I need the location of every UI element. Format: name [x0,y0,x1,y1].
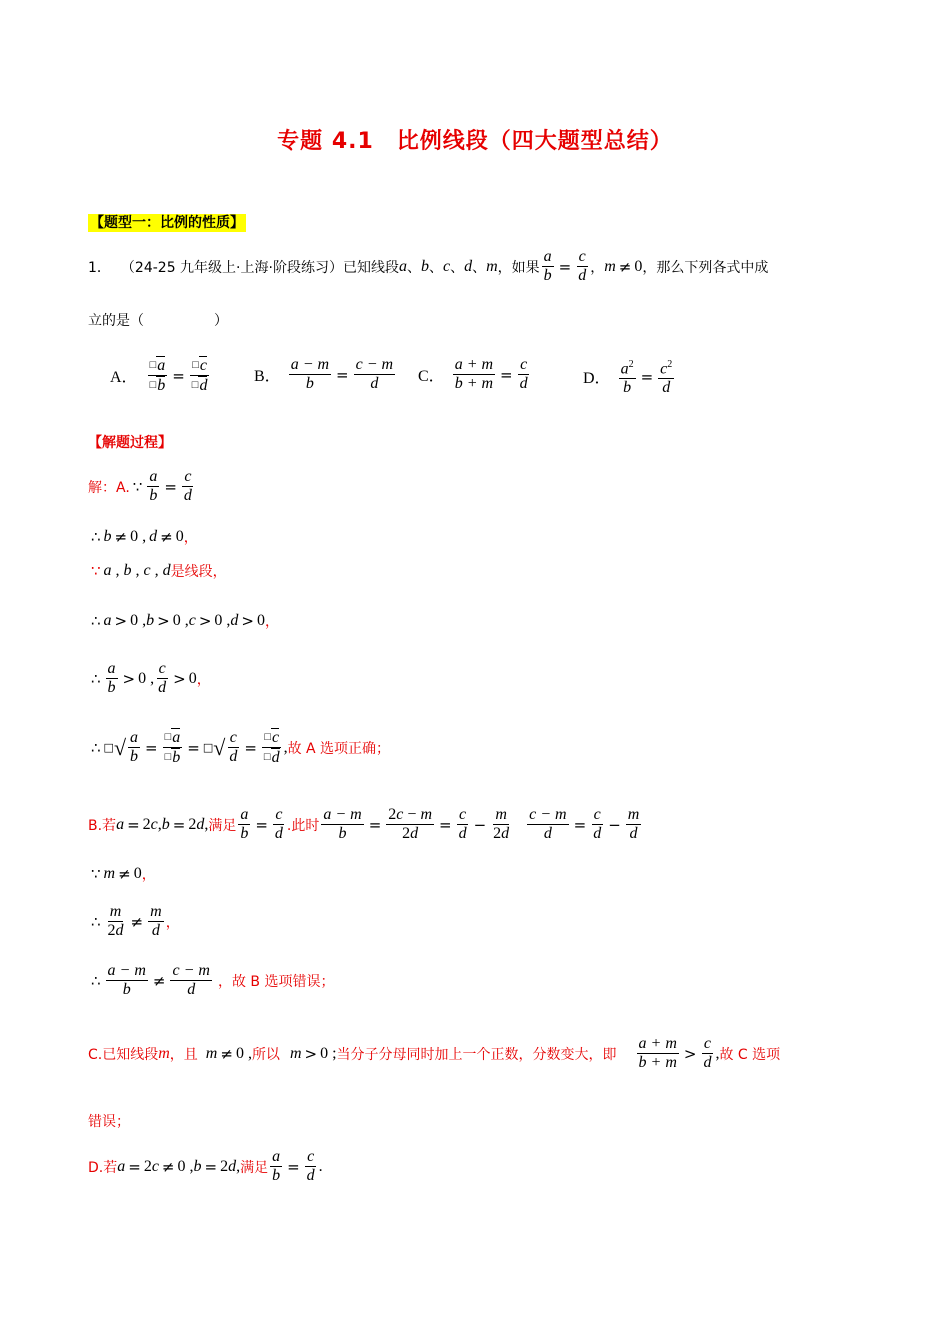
solution-line-1: 解：A. ∵ $\frac{a}{b}$ = $\frac{c}{d}$ [88,468,192,504]
solution-line-d: D.若 a = 2 c ≠ 0 , b = 2 d , 满足 $\frac{a}{b}$ = $\frac{c}{d}$ . [88,1148,323,1184]
page-title: 专题 4.1 比例线段（四大题型总结） [277,129,673,154]
option-b: B． $\frac{a - m}{b}$ = $\frac{c - m}{d}$ [254,356,394,392]
solution-heading: 【解题过程】 [88,435,172,451]
option-a: A． $\frac{□a}{□b}$ = $\frac{□c}{□d}$ [110,357,208,394]
question-line-2: 立的是（ ） [88,313,228,329]
solution-line-4: ∴ a > 0 , b > 0 , c > 0 , d > 0 ， [91,612,279,630]
solution-line-b: B.若 a = 2 c , b = 2 d , 满足 $\frac{a}{b}$ = $\frac{c}{d}$ .此时 $\frac{a - m}{b}$ = $\frac{2c - m}{2d}$ = $\frac{c}{d}$ − $\frac{m}{2d}$ $\frac{c - m}{d}$ = $\frac{c}{d}$ − $\frac{m}{d}$ [88,806,640,842]
solution-line-c: C.已知线段 m ，且 m ≠ 0 , 所以 m > 0 ; 当分子分母同时加上一个正数，分数变大，即 $\frac{a + m}{b + m}$ > $\frac{c}{d}$ , 故 C 选项 [88,1035,781,1071]
solution-line-2: ∴ b ≠ 0 , d ≠ 0 ， [91,528,198,546]
solution-line-c2: 错误； [88,1114,130,1130]
section-heading: 【题型一：比例的性质】 [90,215,244,231]
option-d: D． $\frac{a^2}{b}$ = $\frac{c^2}{d}$ [583,356,676,397]
solution-line-b2: ∵ m ≠ 0 ， [91,865,156,883]
solution-line-5: ∴ $\frac{a}{b}$ > 0 , $\frac{c}{d}$ > 0 ， [91,660,211,696]
solution-line-b3: ∴ $\frac{m}{2d}$ ≠ $\frac{m}{d}$ ， [91,903,180,939]
solution-line-b4: ∴ $\frac{a - m}{b}$ ≠ $\frac{c - m}{d}$ ， 故 B 选项错误； [91,962,335,998]
solution-line-6: ∴ □ √ $\frac{a}{b}$ = $\frac{□a}{□b}$ = □ √ $\frac{c}{d}$ = $\frac{□c}{□d}$ , 故 A 选项正确； [91,729,391,766]
solution-line-3: ∵ a , b , c , d 是线段， [91,562,227,580]
question-line-1: 1． （24-25 九年级上·上海·阶段练习） 已知线段 a 、 b 、 c 、 d 、 m ，如果 $\frac{a}{b}$ = $\frac{c}{d}$ ， m ≠ 0 ，那么下列各式中成 [88,248,769,284]
option-c: C． $\frac{a + m}{b + m}$ = $\frac{c}{d}$ [418,356,528,392]
